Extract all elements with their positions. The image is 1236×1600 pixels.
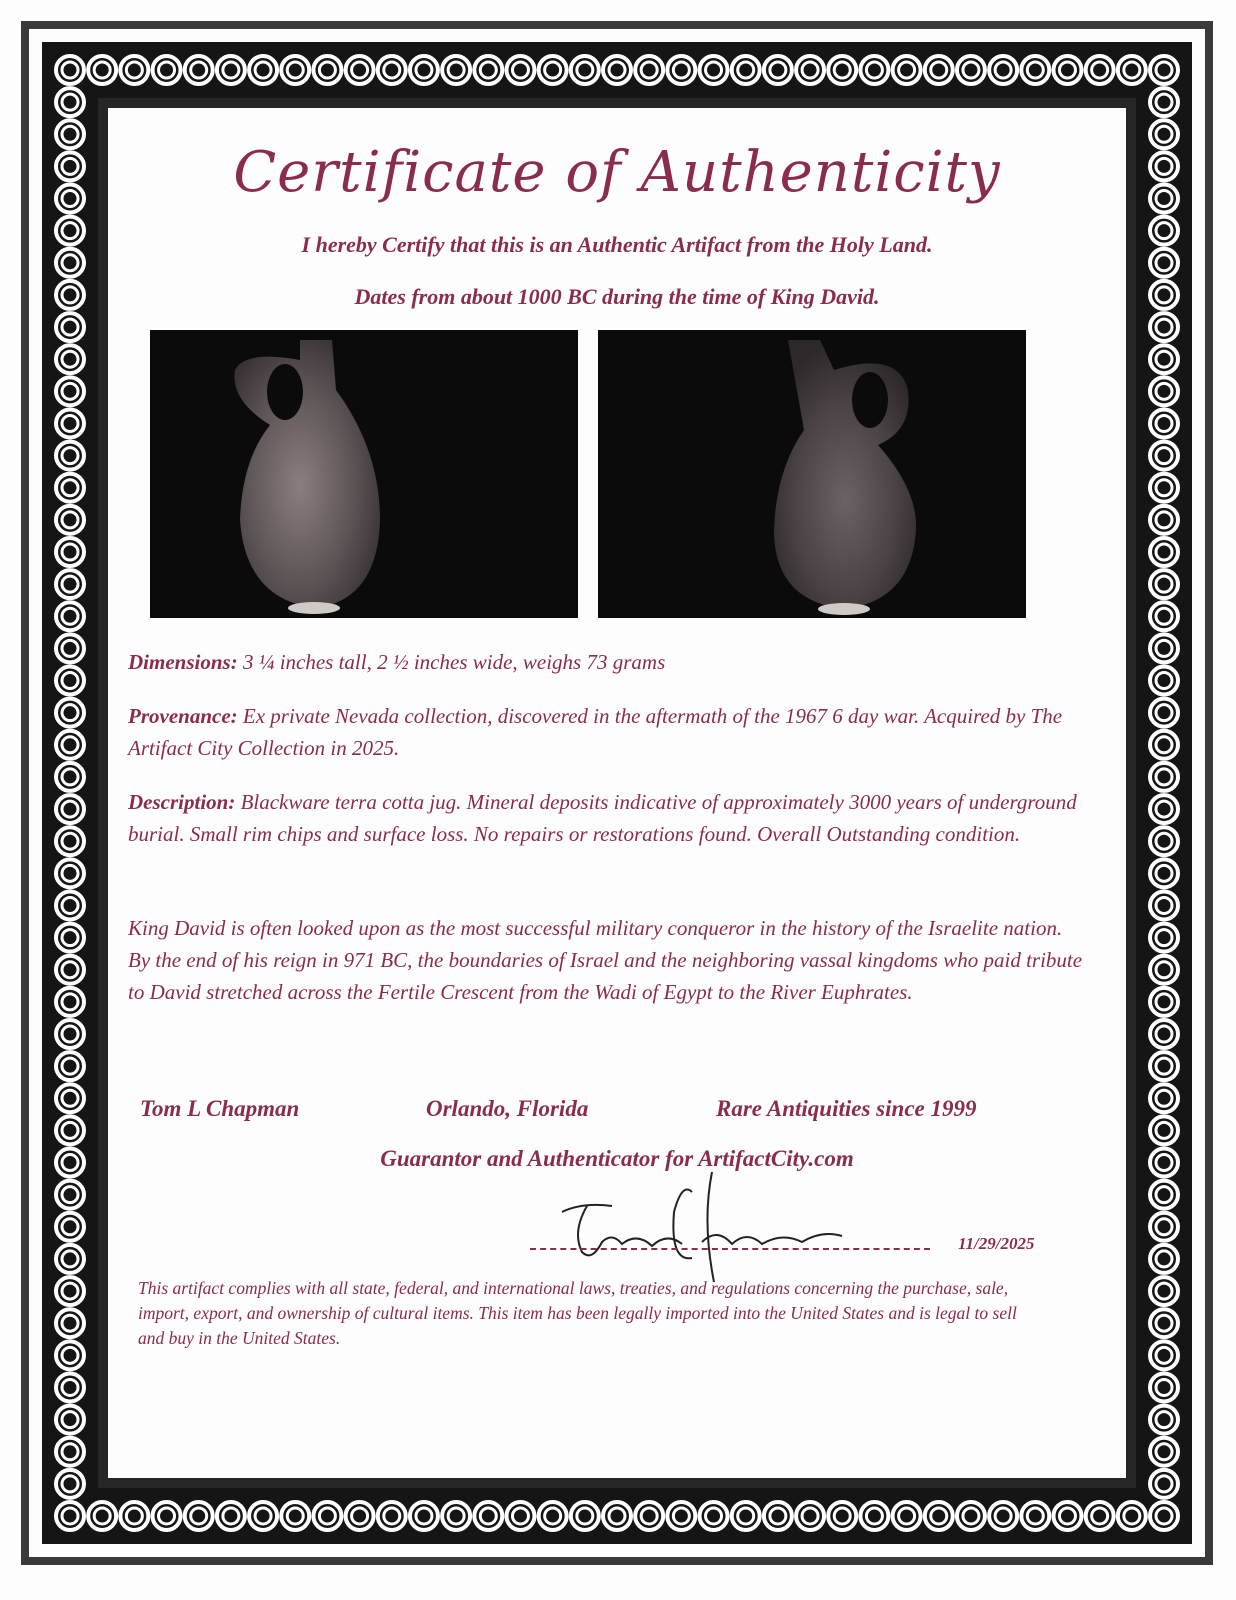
provenance-value: Ex private Nevada collection, discovered in the aftermath of the 1967 6 day war. Acquired by The Artifact City Collection in 2025. <box>128 704 1063 760</box>
dimensions-label: Dimensions: <box>128 650 238 674</box>
legal-compliance-notice: This artifact complies with all state, federal, and international laws, treaties, and regulations concerning the purchase, sale, import, export, and ownership of cultural items. This item has been legally imported into the United States and is legal to sell and buy in the United States. <box>138 1278 1017 1348</box>
artifact-photo-right <box>598 330 1026 618</box>
signatory-tagline: Rare Antiquities since 1999 <box>716 1096 977 1121</box>
signatory-role: Guarantor and Authenticator for ArtifactCity.com <box>380 1146 854 1171</box>
description-label: Description: <box>128 790 236 814</box>
jug-image-icon <box>598 330 1026 618</box>
date-statement: Dates from about 1000 BC during the time of King David. <box>354 284 880 309</box>
certificate-body <box>112 112 1122 1474</box>
description-field <box>128 786 1088 850</box>
handwritten-signature-icon <box>542 1172 882 1282</box>
jug-image-icon <box>150 330 578 618</box>
certificate-title: Certificate of Authenticity <box>233 140 1001 205</box>
description-value: Blackware terra cotta jug. Mineral deposits indicative of approximately 3000 years of underground burial. Small rim chips and surface loss. No repairs or restorations found. Overall Outstanding condition. <box>128 790 1077 846</box>
certify-statement: I hereby Certify that this is an Authentic Artifact from the Holy Land. <box>301 232 933 257</box>
dimensions-field <box>128 646 1088 678</box>
history-paragraph: King David is often looked upon as the most successful military conqueror in the history of the Israelite nation. By the end of his reign in 971 BC, the boundaries of Israel and the neighboring vassal kingdoms who paid tribute to David stretched across the Fertile Crescent from the Wadi of Egypt to the River Euphrates. <box>128 916 1083 1004</box>
signature-date: 11/29/2025 <box>958 1234 1035 1253</box>
provenance-label: Provenance: <box>128 704 238 728</box>
dimensions-value: 3 ¼ inches tall, 2 ½ inches wide, weighs 73 grams <box>237 650 666 674</box>
artifact-photo-left <box>150 330 578 618</box>
signatory-name: Tom L Chapman <box>140 1096 300 1121</box>
signatory-location: Orlando, Florida <box>426 1096 589 1121</box>
provenance-field <box>128 700 1088 764</box>
signature-line <box>530 1248 930 1250</box>
